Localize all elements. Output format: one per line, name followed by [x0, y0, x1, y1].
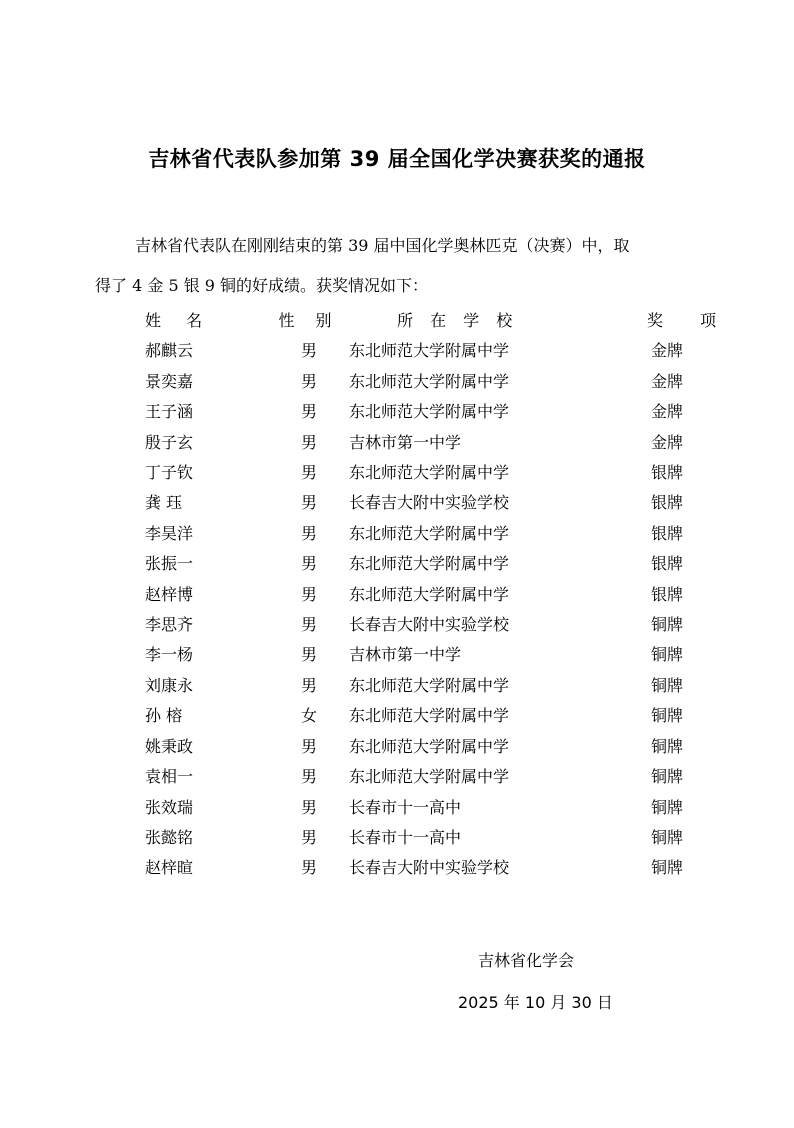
table-row	[140, 640, 751, 670]
intro-paragraph-line-1: 吉林省代表队在刚刚结束的第 39 届中国化学奥林匹克（决赛）中，取	[135, 236, 630, 255]
cell-name: 姚秉政	[145, 736, 194, 756]
cell-gender: 男	[300, 645, 317, 665]
cell-gender: 男	[300, 463, 317, 483]
cell-school: 东北师范大学附属中学	[349, 341, 510, 361]
cell-name: 李思齐	[145, 615, 194, 635]
table-row	[140, 336, 751, 366]
cell-school: 长春市十一高中	[349, 797, 462, 817]
cell-school: 东北师范大学附属中学	[349, 554, 510, 574]
cell-school: 东北师范大学附属中学	[349, 402, 510, 422]
table-row	[140, 519, 751, 549]
cell-school: 东北师范大学附属中学	[349, 736, 510, 756]
table-row	[140, 701, 751, 731]
cell-gender: 男	[300, 584, 317, 604]
intro-paragraph-line-2: 得了 4 金 5 银 9 铜的好成绩。获奖情况如下：	[95, 276, 429, 295]
header-name: 姓 名	[145, 311, 213, 330]
table-header-row	[140, 306, 751, 336]
cell-gender: 男	[300, 858, 317, 878]
table-row	[140, 853, 751, 883]
table-row	[140, 610, 751, 640]
cell-gender: 男	[300, 341, 317, 361]
table-row	[140, 367, 751, 397]
cell-award: 银牌	[651, 554, 684, 574]
cell-school: 东北师范大学附属中学	[349, 523, 510, 543]
cell-name: 李昊洋	[145, 523, 194, 543]
table-row	[140, 671, 751, 701]
cell-award: 金牌	[651, 371, 684, 391]
cell-school: 吉林市第一中学	[349, 645, 462, 665]
cell-gender: 男	[300, 554, 317, 574]
table-row	[140, 580, 751, 610]
signature: 吉林省化学会	[478, 951, 575, 970]
cell-school: 长春吉大附中实验学校	[349, 858, 510, 878]
header-school: 所 在 学 校	[397, 311, 519, 330]
cell-award: 铜牌	[651, 767, 684, 787]
cell-name: 张效瑞	[145, 797, 194, 817]
cell-name: 张懿铭	[145, 827, 194, 847]
cell-gender: 男	[300, 523, 317, 543]
cell-award: 银牌	[651, 463, 684, 483]
table-body	[140, 336, 751, 883]
cell-award: 铜牌	[651, 615, 684, 635]
cell-name: 殷子玄	[145, 432, 194, 452]
cell-name: 刘康永	[145, 675, 194, 695]
cell-award: 铜牌	[651, 858, 684, 878]
header-award: 奖 项	[647, 311, 733, 330]
cell-school: 吉林市第一中学	[349, 432, 462, 452]
cell-name: 龚 珏	[145, 493, 183, 513]
cell-gender: 男	[300, 432, 317, 452]
cell-school: 长春市十一高中	[349, 827, 462, 847]
issue-date: 2025 年 10 月 30 日	[458, 993, 613, 1012]
cell-name: 袁相一	[145, 767, 194, 787]
cell-school: 东北师范大学附属中学	[349, 371, 510, 391]
cell-gender: 女	[300, 706, 317, 726]
cell-school: 长春吉大附中实验学校	[349, 493, 510, 513]
cell-gender: 男	[300, 797, 317, 817]
cell-award: 铜牌	[651, 827, 684, 847]
cell-school: 东北师范大学附属中学	[349, 767, 510, 787]
cell-award: 金牌	[651, 341, 684, 361]
table-row	[140, 397, 751, 427]
cell-award: 铜牌	[651, 706, 684, 726]
cell-school: 东北师范大学附属中学	[349, 584, 510, 604]
cell-gender: 男	[300, 767, 317, 787]
cell-name: 赵梓暄	[145, 858, 194, 878]
cell-name: 李一杨	[145, 645, 194, 665]
cell-gender: 男	[300, 736, 317, 756]
cell-award: 银牌	[651, 584, 684, 604]
cell-name: 张振一	[145, 554, 194, 574]
table-row	[140, 458, 751, 488]
cell-school: 长春吉大附中实验学校	[349, 615, 510, 635]
table-row	[140, 488, 751, 518]
cell-gender: 男	[300, 493, 317, 513]
cell-gender: 男	[300, 615, 317, 635]
cell-name: 景奕嘉	[145, 371, 194, 391]
table-row	[140, 793, 751, 823]
table-row	[140, 823, 751, 853]
table-row	[140, 549, 751, 579]
cell-award: 银牌	[651, 523, 684, 543]
cell-gender: 男	[300, 675, 317, 695]
cell-award: 金牌	[651, 432, 684, 452]
header-gender: 性 别	[278, 311, 340, 330]
table-row	[140, 762, 751, 792]
cell-name: 郝麒云	[145, 341, 194, 361]
awards-table	[140, 306, 751, 884]
cell-name: 孙 榕	[145, 706, 183, 726]
cell-name: 王子涵	[145, 402, 194, 422]
cell-school: 东北师范大学附属中学	[349, 463, 510, 483]
cell-school: 东北师范大学附属中学	[349, 706, 510, 726]
cell-name: 丁子钦	[145, 463, 194, 483]
table-row	[140, 732, 751, 762]
cell-award: 铜牌	[651, 736, 684, 756]
table-row	[140, 428, 751, 458]
cell-award: 金牌	[651, 402, 684, 422]
cell-gender: 男	[300, 827, 317, 847]
cell-gender: 男	[300, 402, 317, 422]
cell-gender: 男	[300, 371, 317, 391]
cell-award: 银牌	[651, 493, 684, 513]
cell-award: 铜牌	[651, 675, 684, 695]
cell-award: 铜牌	[651, 797, 684, 817]
cell-award: 铜牌	[651, 645, 684, 665]
cell-name: 赵梓博	[145, 584, 194, 604]
document-title: 吉林省代表队参加第 39 届全国化学决赛获奖的通报	[148, 147, 646, 171]
cell-school: 东北师范大学附属中学	[349, 675, 510, 695]
